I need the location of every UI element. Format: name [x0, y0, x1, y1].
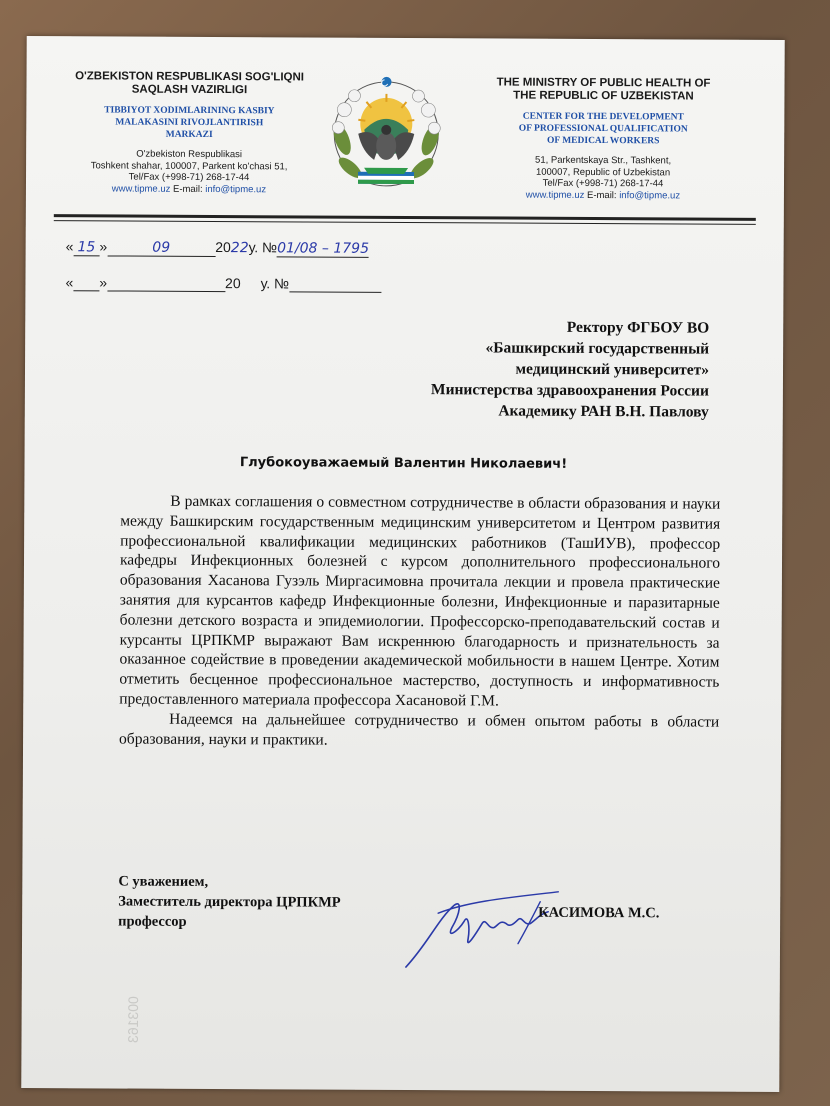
address-line: 51, Parkentskaya Str., Tashkent, — [535, 154, 672, 167]
signature-block — [118, 872, 341, 933]
letter-body — [119, 492, 720, 752]
closing-line: С уважением, — [118, 873, 209, 890]
center-line: MARKAZI — [165, 129, 213, 140]
website-link[interactable]: www.tipme.uz — [525, 189, 585, 201]
center-line: CENTER FOR THE DEVELOPMENT — [522, 111, 684, 123]
letterhead-left — [58, 70, 321, 195]
quote-open: « — [65, 274, 74, 291]
address-en — [472, 154, 734, 201]
reg-number-blank — [289, 275, 381, 292]
body-paragraph: В рамках соглашения о совместном сотрудничестве в области образования и науки между Башкирским государственным медицинским университетом и Центром развития профессиональной квалификации медицинских работников (ТашИУВ), профессор кафедры Инфекционных болезней с курсом дополнительного профессионального образования Хасанова Гузэль Миргасимовна прочитала лекции и провела практические занятия для курсантов кафедр Инфекционные болезни, Инфекционные и паразитарные болезни детского возраста и эпидемиологии. Профессорско-преподавательский состав и курсанты ЦРПКМР выражают Вам искреннюю благодарность и признательность за оказанное содействие в проведении академической мобильности в нашем Центре. Хотим отметить бесценное профессиональное мастерство, доступность и информативность предоставленного материала профессора Хасановой Г.М. — [119, 492, 721, 710]
address-line: 100007, Republic of Uzbekistan — [535, 166, 671, 178]
quote-open: « — [65, 238, 74, 255]
outgoing-registration-line — [66, 238, 369, 258]
address-line: O'zbekiston Respublikasi — [136, 148, 243, 161]
salutation: Глубокоуважаемый Валентин Николаевич! — [239, 455, 568, 472]
incoming-registration-line — [65, 274, 381, 293]
contact-line — [472, 189, 734, 202]
addressee-line: Ректору ФГБОУ ВО — [566, 318, 710, 337]
quote-close: » — [99, 274, 108, 291]
letter-page — [21, 36, 784, 1092]
phone-line: Tel/Fax (+998-71) 268-17-44 — [542, 177, 664, 190]
signer-title: Заместитель директора ЦРПКМР — [118, 893, 341, 911]
addressee-line: Академику РАН В.Н. Павлову — [498, 402, 709, 421]
email-link[interactable]: info@tipme.uz — [205, 183, 267, 195]
addressee-line: «Башкирский государственный — [485, 339, 710, 358]
reg-number-label: у. № — [260, 275, 290, 292]
reg-month-blank — [107, 274, 225, 292]
signer-name: КАСИМОВА М.С. — [538, 904, 660, 922]
email-label: E-mail: — [586, 189, 617, 201]
addressee-block — [431, 316, 709, 422]
letterhead-right — [472, 76, 735, 201]
ministry-line: THE REPUBLIC OF UZBEKISTAN — [513, 89, 694, 103]
quote-close: » — [99, 238, 108, 255]
state-emblem-icon — [324, 68, 449, 199]
addressee-line: Министерства здравоохранения России — [430, 381, 709, 400]
registration-stamp-number: 003163 — [124, 996, 142, 1043]
reg-year-prefix: 20 — [215, 239, 231, 256]
reg-month: 09 — [107, 239, 215, 257]
reg-year-prefix: 20 — [225, 275, 241, 292]
center-line: TIBBIYOT XODIMLARINING KASBIY — [104, 105, 275, 117]
phone-line: Tel/Fax (+998-71) 268-17-44 — [128, 171, 250, 184]
reg-number-label: у. № — [248, 239, 278, 256]
email-link[interactable]: info@tipme.uz — [619, 189, 681, 201]
ministry-line: O'ZBEKISTON RESPUBLIKASI SOG'LIQNI — [75, 70, 305, 84]
ministry-name-uz — [58, 70, 320, 97]
center-line: OF MEDICAL WORKERS — [546, 135, 660, 147]
signer-rank: профессор — [118, 913, 187, 930]
handwritten-signature-icon — [398, 883, 568, 974]
body-paragraph: Надеемся на дальнейшее сотрудничество и обмен опытом работы в области образования, науки и практики. — [119, 710, 720, 749]
reg-number: 01/08 – 1795 — [277, 240, 370, 257]
center-name-uz — [58, 104, 320, 141]
center-line: MALAKASINI RIVOJLANTIRISH — [115, 117, 264, 129]
center-name-en — [472, 110, 734, 147]
addressee-line: медицинский университет» — [515, 360, 710, 379]
ministry-name-en — [472, 76, 734, 103]
center-line: OF PROFESSIONAL QUALIFICATION — [518, 123, 688, 135]
reg-day: 15 — [73, 239, 99, 256]
email-label: E-mail: — [173, 183, 203, 195]
ministry-line: THE MINISTRY OF PUBLIC HEALTH OF — [496, 76, 711, 90]
address-uz — [58, 148, 320, 195]
website-link[interactable]: www.tipme.uz — [111, 182, 171, 195]
reg-day-blank — [73, 274, 99, 291]
address-line: Toshkent shahar, 100007, Parkent ko'chasi 51, — [90, 159, 288, 172]
header-divider-thin — [54, 220, 756, 225]
ministry-line: SAQLASH VAZIRLIGI — [131, 83, 248, 97]
reg-year: 22 — [230, 240, 249, 257]
contact-line — [58, 183, 320, 196]
